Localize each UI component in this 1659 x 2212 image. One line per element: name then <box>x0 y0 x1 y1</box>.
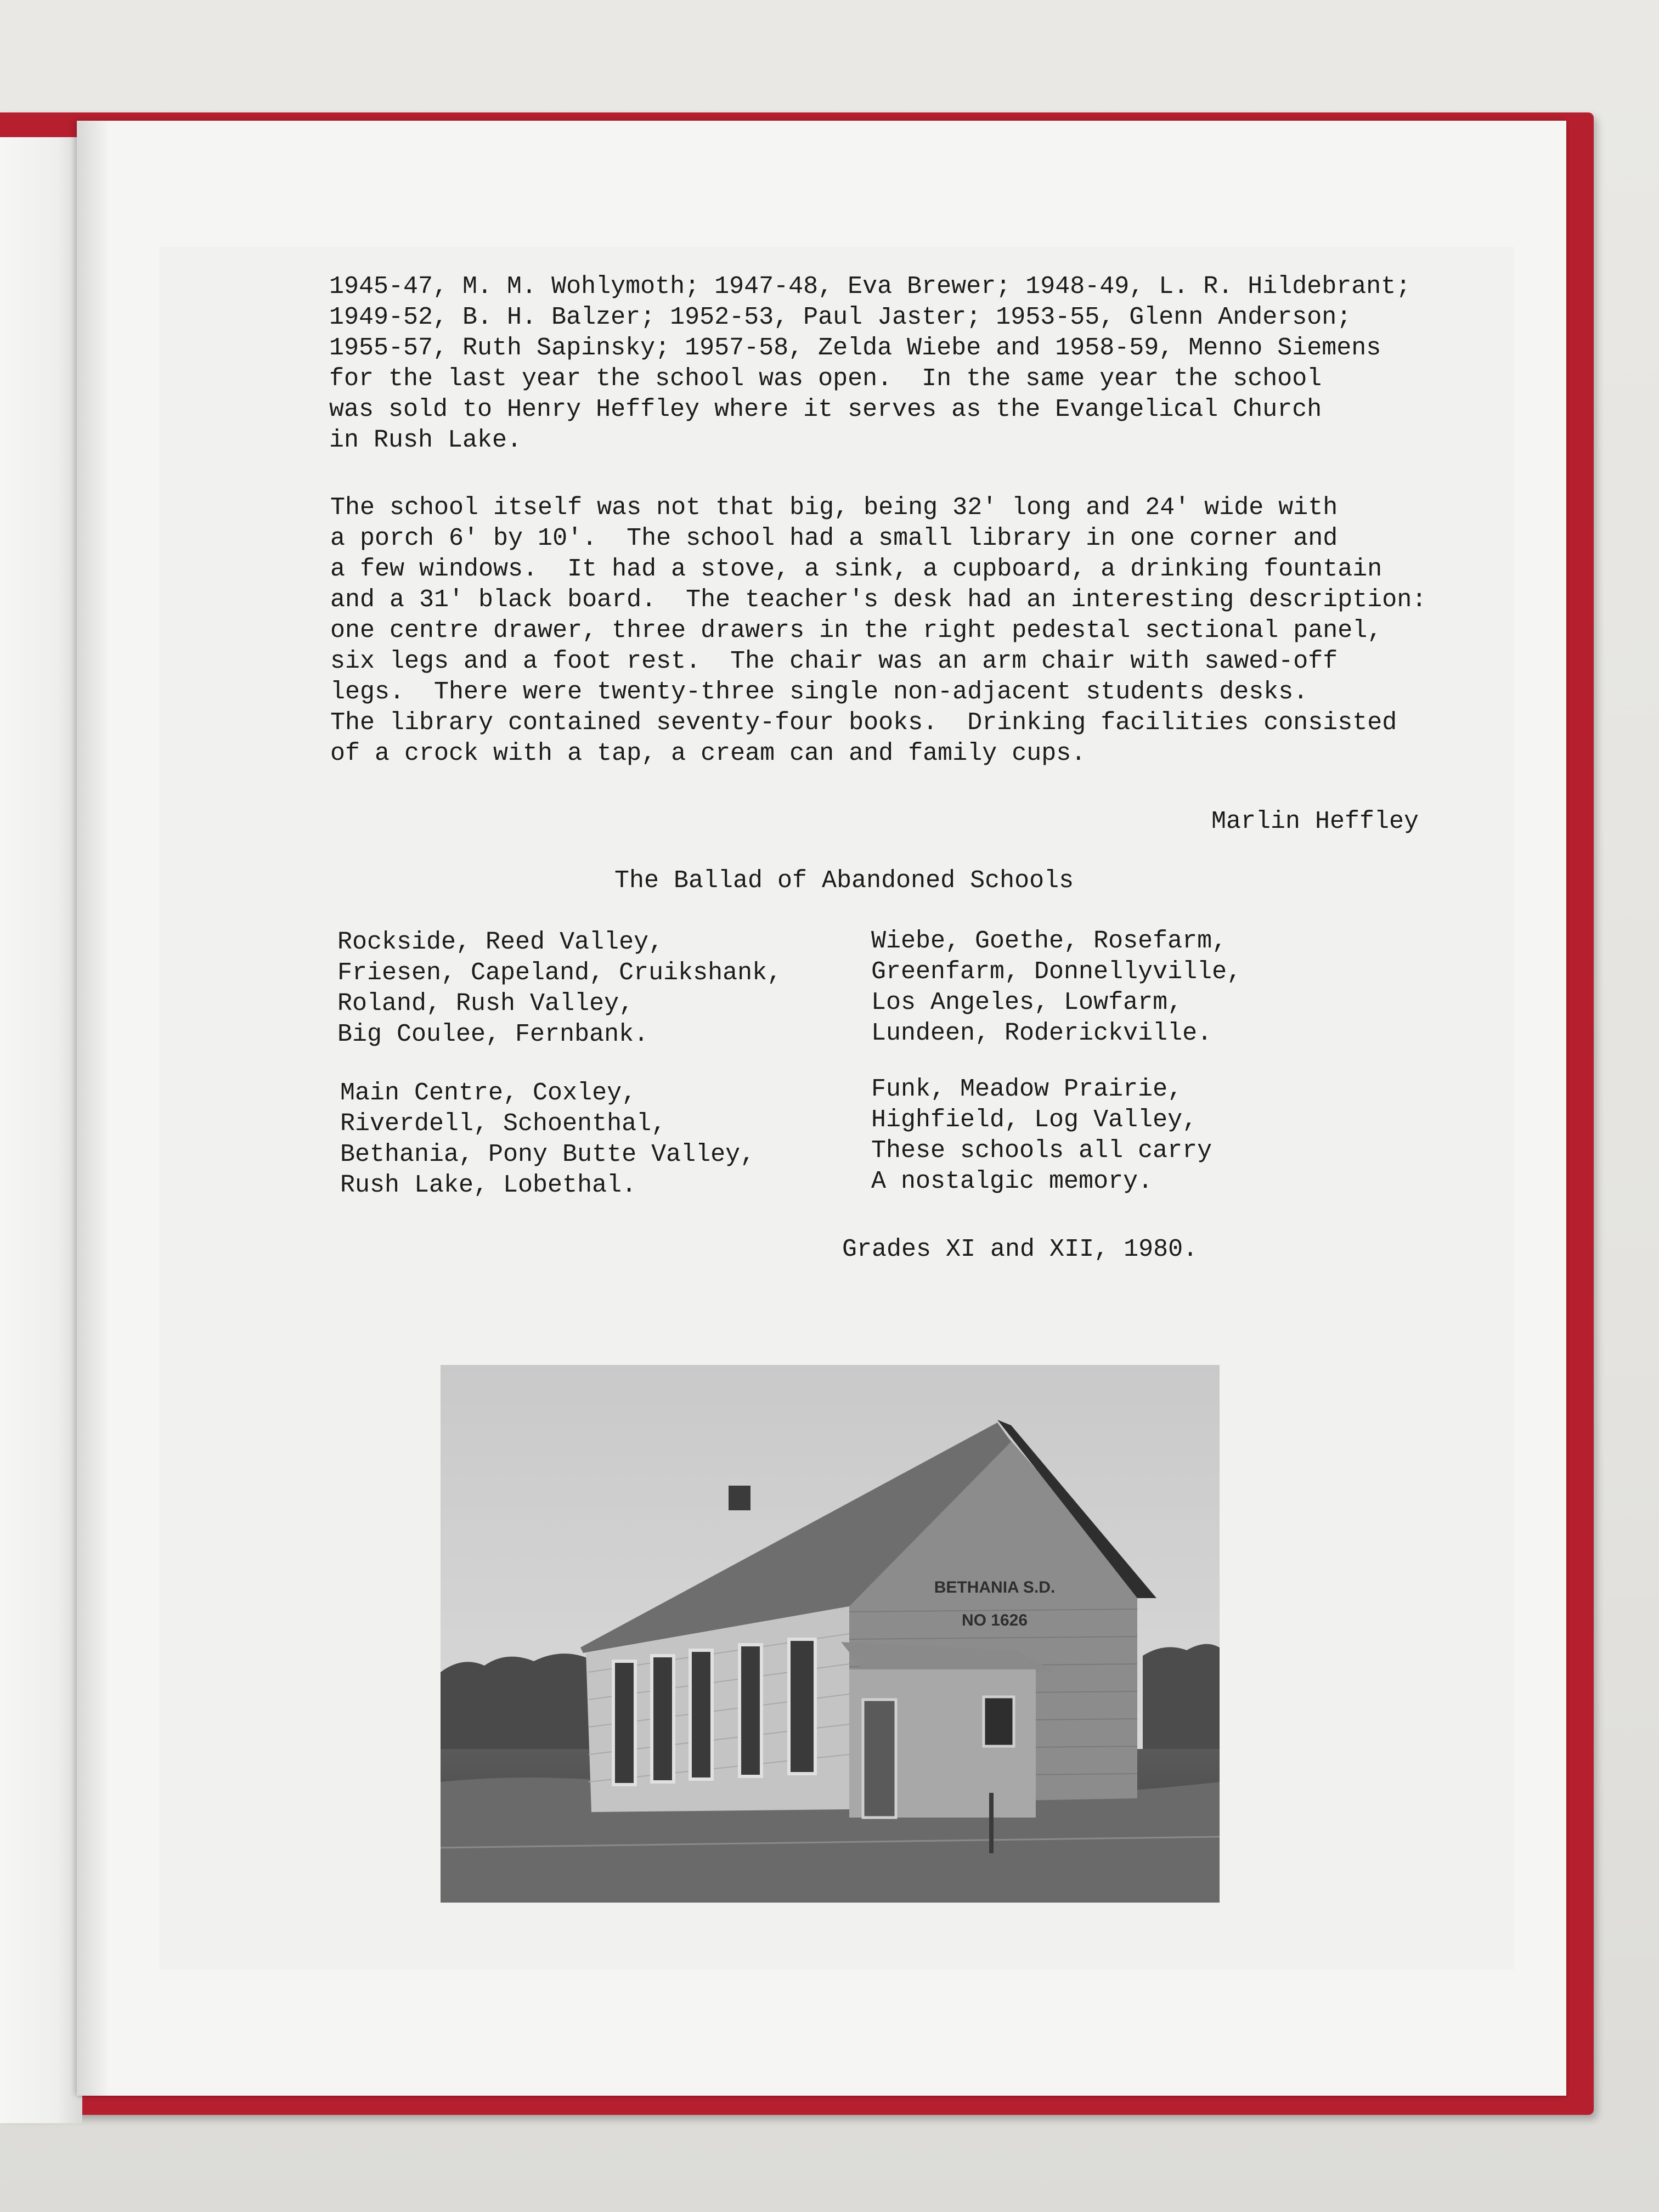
history-paragraph: 1945-47, M. M. Wohlymoth; 1947-48, Eva Brewer; 1948-49, L. R. Hildebrant; 1949-52, B. H. Balzer; 1952-53, Paul Jaster; 1953-55, Glenn Anderson; 1955-57, Ruth Sapinsky; 1957-58, Zelda Wiebe and 1958-59, Menno Siemens for the last year the school was open. In the same year the school was sold to Henry Heffley where it serves as the Evangelical Church in Rush Lake. <box>329 273 1411 454</box>
porch-door <box>863 1700 896 1818</box>
fence-post <box>989 1793 994 1853</box>
tree-line-right <box>1143 1644 1220 1760</box>
description-paragraph: The school itself was not that big, being 32' long and 24' wide with a porch 6' by 10'. The school had a small library in one corner and a few windows. It had a stove, a sink, a cupboard, a drinking fountain and a 31' black board. The teacher's desk had an interesting description: one centre drawer, three drawers in the right pedestal sectional panel, six legs and a foot rest. The chair was an arm chair with sawed-off legs. There were twenty-three single non-adjacent students desks. The library contained seventy-four books. Drinking facilities consisted of a crock with a tap, a cream can and family cups. <box>330 494 1427 768</box>
ballad-stanza-4: Funk, Meadow Prairie, Highfield, Log Valley, These schools all carry A nostalgic memory. <box>871 1075 1212 1195</box>
schoolhouse-photo <box>441 1365 1220 1903</box>
window-5 <box>789 1639 815 1774</box>
ballad-stanza-3: Main Centre, Coxley, Riverdell, Schoenthal, Bethania, Pony Butte Valley, Rush Lake, Lobethal. <box>340 1079 755 1199</box>
sign-line-1: BETHANIA S.D. <box>934 1578 1056 1596</box>
sign-line-2: NO 1626 <box>961 1611 1028 1629</box>
ballad-title: The Ballad of Abandoned Schools <box>614 867 1074 895</box>
window-2 <box>652 1656 674 1782</box>
ballad-stanza-2: Wiebe, Goethe, Rosefarm, Greenfarm, Donnellyville, Los Angeles, Lowfarm, Lundeen, Roderickville. <box>871 927 1242 1047</box>
left-page-edge <box>0 137 82 2123</box>
porch-window <box>984 1697 1014 1746</box>
ballad-stanza-1: Rockside, Reed Valley, Friesen, Capeland, Cruikshank, Roland, Rush Valley, Big Coulee, Fernbank. <box>337 928 782 1048</box>
window-4 <box>740 1645 761 1776</box>
window-3 <box>690 1650 712 1779</box>
ballad-credit: Grades XI and XII, 1980. <box>842 1235 1198 1263</box>
author-name: Marlin Heffley <box>1211 808 1419 836</box>
chimney <box>729 1486 751 1510</box>
window-1 <box>613 1661 635 1785</box>
page-gutter-shadow <box>77 121 110 2096</box>
